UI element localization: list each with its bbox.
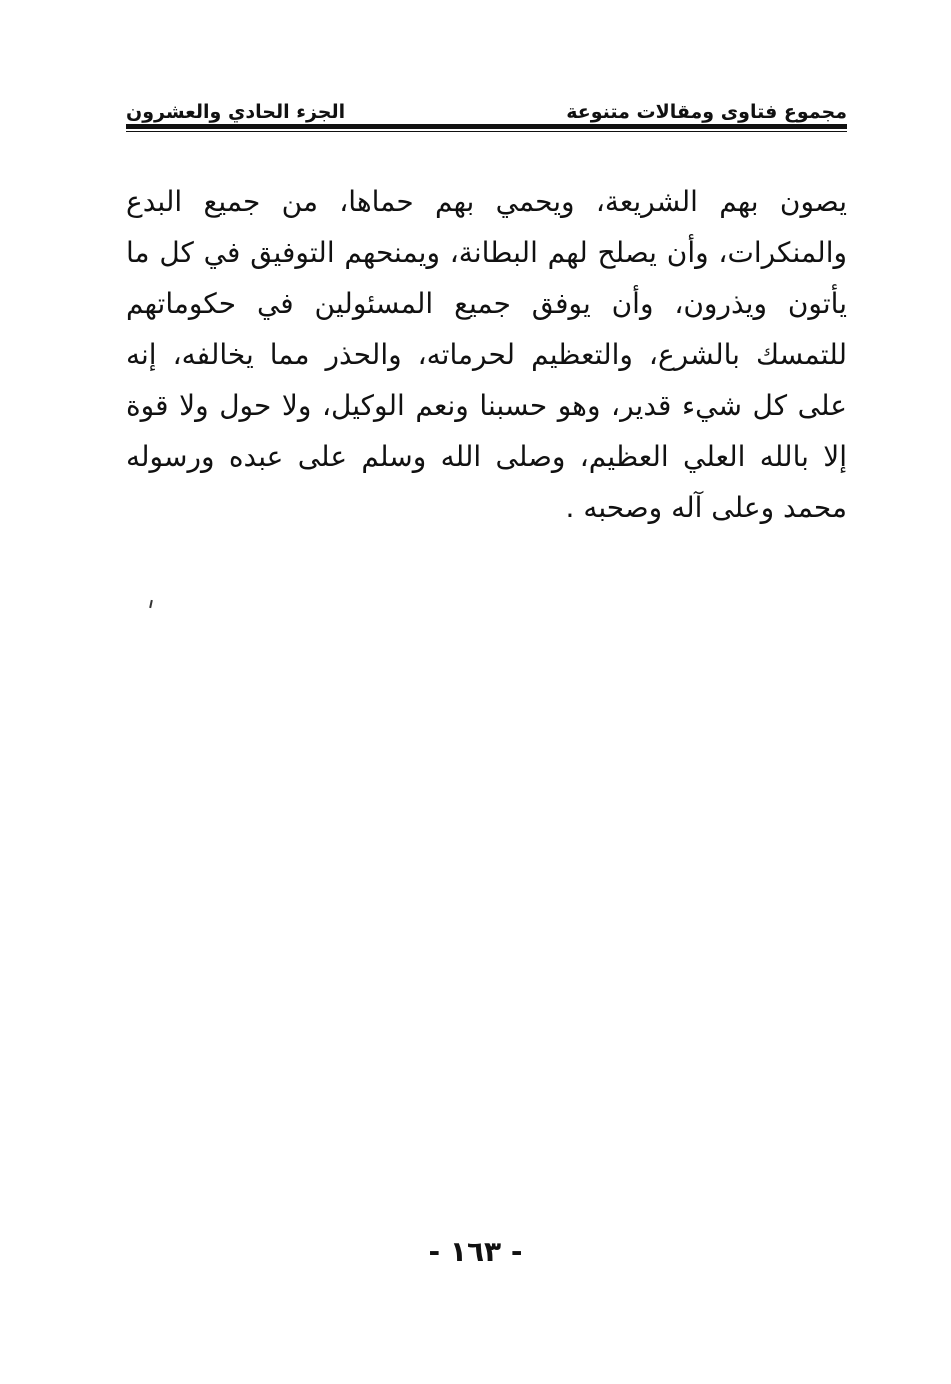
- stray-ink-mark: [149, 600, 153, 608]
- running-header: [126, 88, 847, 122]
- body-paragraph: يصون بهم الشريعة، ويحمي بهم حماها، من جميع البدع والمنكرات، وأن يصلح لهم البطانة، ويمنحهم التوفيق في كل ما يأتون ويذرون، وأن يوفق جميع المسئولين في حكوماتهم للتمسك بالشرع، والتعظيم لحرماته، والحذر مما يخالفه، إنه على كل شيء قدير، وهو حسبنا ونعم الوكيل، ولا حول ولا قوة إلا بالله العلي العظيم، وصلى الله وسلم على عبده ورسوله محمد وعلى آله وصحبه .: [126, 185, 847, 524]
- book-title: مجموع فتاوى ومقالات متنوعة: [566, 101, 847, 123]
- page-number: - ١٦٣ -: [428, 1235, 523, 1268]
- volume-label: الجزء الحادي والعشرون: [126, 101, 346, 123]
- header-rule-thick: [126, 124, 847, 129]
- header-rule-thin: [126, 131, 847, 132]
